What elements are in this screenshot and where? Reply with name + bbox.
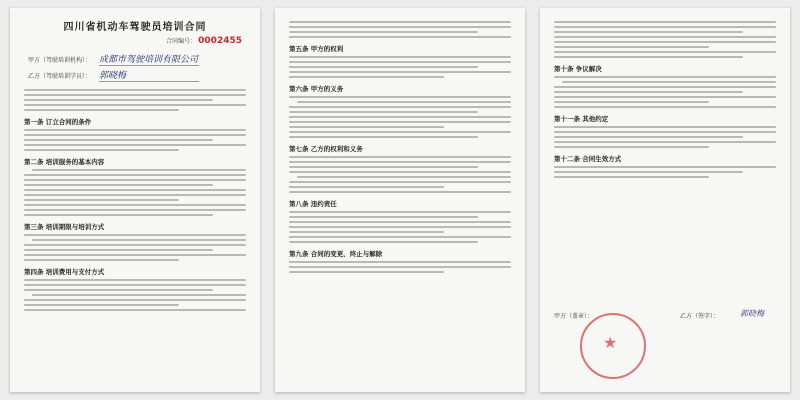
section-text <box>554 126 776 148</box>
section-text <box>24 129 246 151</box>
document-title: 四川省机动车驾驶员培训合同 <box>63 22 207 33</box>
party-a-signature-block <box>554 310 593 324</box>
contract-page-3 <box>540 8 790 392</box>
section-heading: 第九条 合同的变更、终止与解除 <box>289 250 383 258</box>
section-heading: 第十一条 其他约定 <box>554 115 609 123</box>
party-a-label: 甲方（驾驶培训机构）： <box>28 57 92 64</box>
contract-number-value: 0002455 <box>198 36 242 46</box>
party-a-sign-label: 甲方（盖章）： <box>554 313 594 320</box>
section-text <box>289 211 511 243</box>
section-text <box>24 234 246 261</box>
section-heading: 第七条 乙方的权利和义务 <box>289 145 363 153</box>
section-text <box>554 76 776 108</box>
party-b-signature-block <box>680 310 719 324</box>
section-heading: 第六条 甲方的义务 <box>289 85 344 93</box>
contract-number-label: 合同编号： <box>166 38 197 45</box>
section-text <box>289 261 511 273</box>
party-a-line <box>28 52 199 66</box>
section-text <box>289 56 511 78</box>
handwritten-signature: 郭晓梅 <box>740 309 764 318</box>
section-heading: 第八条 违约责任 <box>289 200 337 208</box>
party-b-label: 乙方（驾驶培训学员）： <box>28 73 92 80</box>
contract-number <box>166 36 242 46</box>
section-text <box>289 156 511 193</box>
party-b-line <box>28 68 199 82</box>
section-text <box>289 96 511 138</box>
section-heading: 第一条 订立合同的条件 <box>24 118 92 126</box>
preamble-text <box>24 89 246 111</box>
continued-text <box>554 21 776 58</box>
section-heading: 第十二条 合同生效方式 <box>554 155 622 163</box>
section-heading: 第四条 培训费用与支付方式 <box>24 268 105 276</box>
company-seal-stamp <box>580 313 646 379</box>
contract-page-2 <box>275 8 525 392</box>
section-heading: 第十条 争议解决 <box>554 65 602 73</box>
party-b-value: 郭晓梅 <box>99 68 199 82</box>
section-heading: 第五条 甲方的权利 <box>289 45 344 53</box>
section-heading: 第三条 培训期限与培训方式 <box>24 223 105 231</box>
section-text <box>554 166 776 178</box>
section-text <box>24 279 246 311</box>
party-a-value: 成都市驾驶培训有限公司 <box>99 52 199 66</box>
section-text <box>24 169 246 216</box>
party-b-sign-label: 乙方（签字）： <box>680 313 720 320</box>
contract-page-1 <box>10 8 260 392</box>
section-heading: 第二条 培训服务的基本内容 <box>24 158 105 166</box>
continued-text <box>289 21 511 38</box>
